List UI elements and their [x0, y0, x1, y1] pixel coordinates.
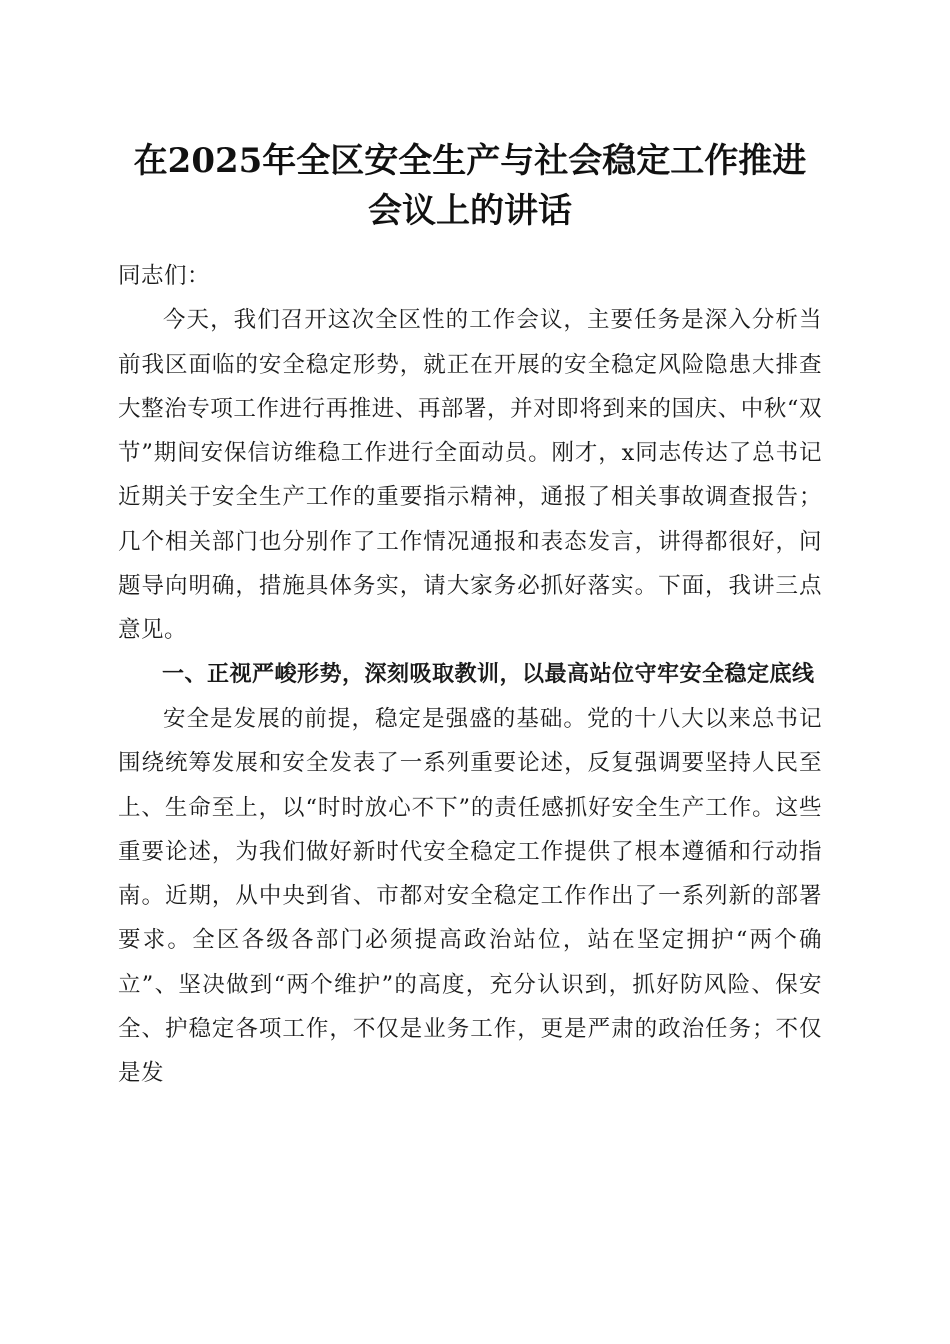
title-line-2: 会议上的讲话	[368, 191, 572, 231]
document-title	[118, 136, 822, 236]
salutation: 同志们：	[118, 263, 211, 289]
intro-paragraph: 今天，我们召开这次全区性的工作会议，主要任务是深入分析当前我区面临的安全稳定形势，就正在开展的安全稳定风险隐患大排查大整治专项工作进行再推进、再部署，并对即将到来的国庆、中秋“双节”期间安保信访维稳工作进行全面动员。刚才，x同志传达了总书记近期关于安全生产工作的重要指示精神，通报了相关事故调查报告；几个相关部门也分别作了工作情况通报和表态发言，讲得都很好，问题导向明确，措施具体务实，请大家务必抓好落实。下面，我讲三点意见。	[118, 307, 822, 644]
document-body	[118, 254, 822, 1096]
section-1-heading: 一、正视严峻形势，深刻吸取教训，以最高站位守牢安全稳定底线	[162, 661, 815, 687]
title-line-1: 在2025年全区安全生产与社会稳定工作推进	[133, 141, 807, 181]
section-1-paragraph: 安全是发展的前提，稳定是强盛的基础。党的十八大以来总书记围绕统筹发展和安全发表了一系列重要论述，反复强调要坚持人民至上、生命至上，以“时时放心不下”的责任感抓好安全生产工作。这些重要论述，为我们做好新时代安全稳定工作提供了根本遵循和行动指南。近期，从中央到省、市都对安全稳定工作作出了一系列新的部署要求。全区各级各部门必须提高政治站位，站在坚定拥护“两个确立”、坚决做到“两个维护”的高度，充分认识到，抓好防风险、保安全、护稳定各项工作，不仅是业务工作，更是严肃的政治任务；不仅是发	[118, 705, 822, 1087]
